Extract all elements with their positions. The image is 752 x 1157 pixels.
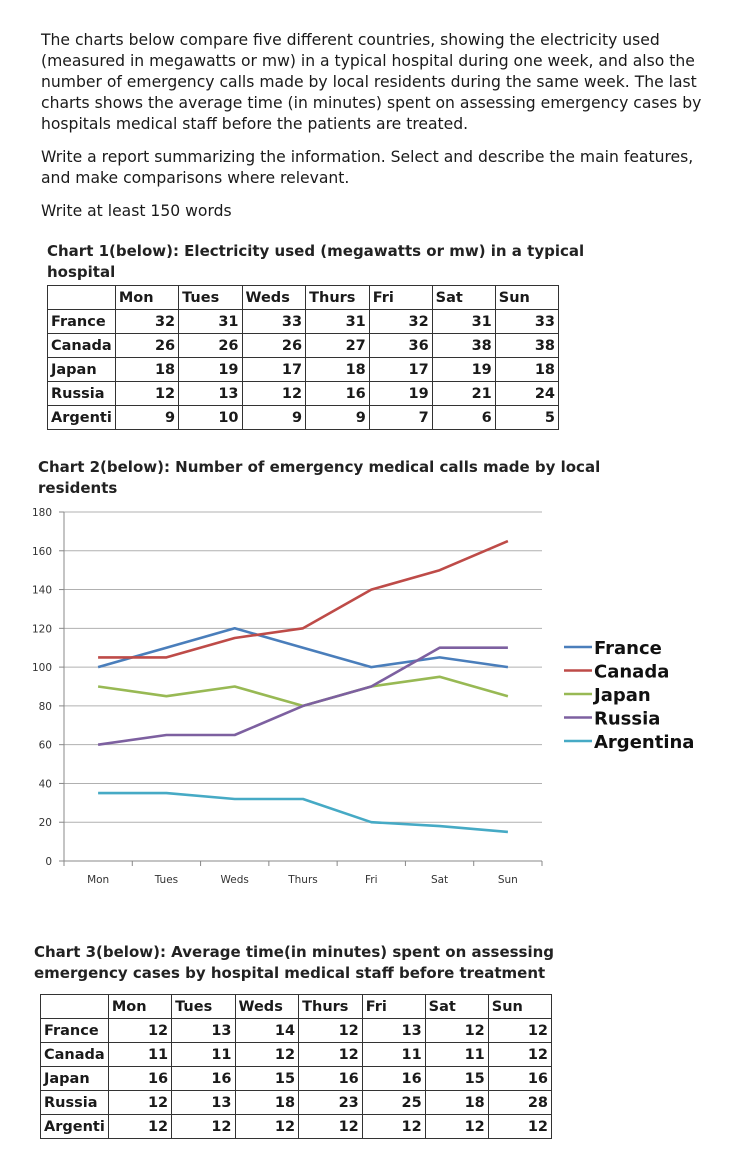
table-cell: 11	[362, 1043, 425, 1067]
table-cell: 12	[299, 1019, 363, 1043]
table-cell: 12	[488, 1019, 551, 1043]
table-cell: 18	[425, 1091, 488, 1115]
table-cell: 12	[425, 1115, 488, 1139]
column-header: Weds	[242, 286, 306, 310]
table-row	[41, 1091, 552, 1115]
table-cell: 11	[172, 1043, 235, 1067]
table-cell: 33	[242, 310, 306, 334]
table-row	[41, 1067, 552, 1091]
column-header: Mon	[108, 995, 171, 1019]
table-cell: 12	[108, 1091, 171, 1115]
table-cell: 26	[242, 334, 306, 358]
row-label: France	[48, 310, 116, 334]
table-row	[48, 358, 559, 382]
y-tick-label: 60	[38, 739, 52, 752]
table-row	[41, 1043, 552, 1067]
table-cell: 9	[306, 406, 370, 430]
chart1-table	[47, 285, 559, 430]
table-cell: 7	[369, 406, 432, 430]
prompt-paragraph-2: Write a report summarizing the information. Select and describe the main features, and make comparisons where relevant.	[41, 148, 694, 187]
table-cell: 31	[432, 310, 495, 334]
table-cell: 12	[362, 1115, 425, 1139]
table-row	[48, 382, 559, 406]
table-cell: 12	[108, 1019, 171, 1043]
table-cell: 10	[179, 406, 242, 430]
table-cell: 19	[369, 382, 432, 406]
table-cell: 31	[179, 310, 242, 334]
y-tick-label: 120	[31, 623, 52, 636]
table-cell: 33	[495, 310, 558, 334]
table-row	[41, 1019, 552, 1043]
y-tick-label: 140	[31, 584, 52, 597]
row-label: Argenti	[48, 406, 116, 430]
x-tick-label: Fri	[365, 874, 378, 886]
table-cell: 5	[495, 406, 558, 430]
table-cell: 16	[362, 1067, 425, 1091]
table-row	[48, 334, 559, 358]
table-cell: 11	[108, 1043, 171, 1067]
column-header: Fri	[362, 995, 425, 1019]
table-cell: 32	[369, 310, 432, 334]
table-cell: 21	[432, 382, 495, 406]
table-cell: 18	[115, 358, 178, 382]
series-line-argentina	[98, 793, 508, 832]
column-header: Fri	[369, 286, 432, 310]
row-label: Argenti	[41, 1115, 109, 1139]
table-cell: 15	[235, 1067, 299, 1091]
y-tick-label: 20	[38, 817, 52, 830]
table-cell: 12	[115, 382, 178, 406]
x-tick-label: Tues	[154, 874, 179, 886]
table-cell: 16	[299, 1067, 363, 1091]
column-header: Tues	[179, 286, 242, 310]
table-cell: 18	[495, 358, 558, 382]
x-tick-label: Mon	[87, 874, 110, 886]
legend-label-canada: Canada	[594, 661, 670, 683]
table-cell: 12	[488, 1115, 551, 1139]
table-cell: 26	[179, 334, 242, 358]
column-header: Mon	[115, 286, 178, 310]
x-tick-label: Weds	[220, 874, 249, 886]
table-cell: 24	[495, 382, 558, 406]
table-cell: 6	[432, 406, 495, 430]
column-header: Weds	[235, 995, 299, 1019]
table-cell: 38	[495, 334, 558, 358]
table-row	[48, 406, 559, 430]
prompt-paragraph-1: The charts below compare five different countries, showing the electricity used (measured in megawatts or mw) in a typical hospital during one week, and also the number of emergency calls made by local residents during the same week. The last charts shows the average time (in minutes) spent on assessing emergency cases by hospitals medical staff before the patients are treated.	[41, 31, 702, 133]
corner-cell	[41, 995, 109, 1019]
y-tick-label: 80	[38, 700, 52, 713]
row-label: Russia	[48, 382, 116, 406]
y-tick-label: 180	[31, 507, 52, 519]
table-cell: 13	[172, 1019, 235, 1043]
chart1-title: Chart 1(below): Electricity used (megawatts or mw) in a typical hospital	[47, 242, 585, 281]
chart2-line-chart	[0, 500, 752, 895]
legend-label-russia: Russia	[594, 708, 661, 730]
table-cell: 32	[115, 310, 178, 334]
column-header: Sat	[425, 995, 488, 1019]
table-cell: 9	[242, 406, 306, 430]
table-cell: 12	[242, 382, 306, 406]
x-tick-label: Sat	[430, 874, 449, 886]
y-tick-label: 100	[31, 662, 52, 675]
table-cell: 25	[362, 1091, 425, 1115]
column-header: Sat	[432, 286, 495, 310]
table-cell: 19	[432, 358, 495, 382]
y-tick-label: 40	[38, 778, 52, 791]
column-header: Thurs	[299, 995, 363, 1019]
table-cell: 12	[172, 1115, 235, 1139]
chart3-title: Chart 3(below): Average time(in minutes) spent on assessing emergency cases by hospital medical staff before treatment	[34, 943, 555, 982]
legend-label-france: France	[594, 638, 662, 659]
table-cell: 12	[299, 1043, 363, 1067]
column-header: Thurs	[306, 286, 370, 310]
chart3-table	[40, 994, 552, 1139]
table-cell: 11	[425, 1043, 488, 1067]
table-cell: 27	[306, 334, 370, 358]
header-row	[41, 995, 552, 1019]
table-cell: 38	[432, 334, 495, 358]
row-label: Japan	[48, 358, 116, 382]
table-cell: 13	[172, 1091, 235, 1115]
table-cell: 16	[108, 1067, 171, 1091]
y-tick-label: 160	[31, 545, 52, 558]
x-tick-label: Sun	[497, 874, 518, 886]
row-label: Japan	[41, 1067, 109, 1091]
table-cell: 9	[115, 406, 178, 430]
table-cell: 13	[179, 382, 242, 406]
row-label: Canada	[48, 334, 116, 358]
table-cell: 16	[172, 1067, 235, 1091]
table-cell: 31	[306, 310, 370, 334]
series-line-japan	[98, 677, 508, 706]
table-cell: 28	[488, 1091, 551, 1115]
legend-label-japan: Japan	[594, 685, 651, 706]
x-tick-label: Thurs	[288, 874, 318, 886]
table-cell: 15	[425, 1067, 488, 1091]
table-cell: 14	[235, 1019, 299, 1043]
table-cell: 12	[108, 1115, 171, 1139]
table-cell: 23	[299, 1091, 363, 1115]
column-header: Sun	[488, 995, 551, 1019]
column-header: Tues	[172, 995, 235, 1019]
table-cell: 12	[235, 1115, 299, 1139]
table-cell: 16	[306, 382, 370, 406]
table-cell: 17	[242, 358, 306, 382]
table-row	[48, 310, 559, 334]
table-cell: 12	[235, 1043, 299, 1067]
y-tick-label: 0	[45, 856, 52, 868]
table-cell: 16	[488, 1067, 551, 1091]
table-cell: 13	[362, 1019, 425, 1043]
table-cell: 12	[299, 1115, 363, 1139]
table-cell: 26	[115, 334, 178, 358]
table-cell: 12	[425, 1019, 488, 1043]
table-cell: 18	[306, 358, 370, 382]
row-label: Russia	[41, 1091, 109, 1115]
table-cell: 18	[235, 1091, 299, 1115]
prompt-paragraph-3: Write at least 150 words	[41, 202, 232, 220]
table-row	[41, 1115, 552, 1139]
table-cell: 12	[488, 1043, 551, 1067]
task-prompt	[41, 30, 721, 234]
table-cell: 17	[369, 358, 432, 382]
row-label: Canada	[41, 1043, 109, 1067]
table-cell: 19	[179, 358, 242, 382]
legend-label-argentina: Argentina	[594, 732, 695, 753]
series-line-canada	[98, 541, 508, 657]
header-row	[48, 286, 559, 310]
chart2-title: Chart 2(below): Number of emergency medical calls made by local residents	[38, 458, 601, 497]
row-label: France	[41, 1019, 109, 1043]
column-header: Sun	[495, 286, 558, 310]
corner-cell	[48, 286, 116, 310]
table-cell: 36	[369, 334, 432, 358]
